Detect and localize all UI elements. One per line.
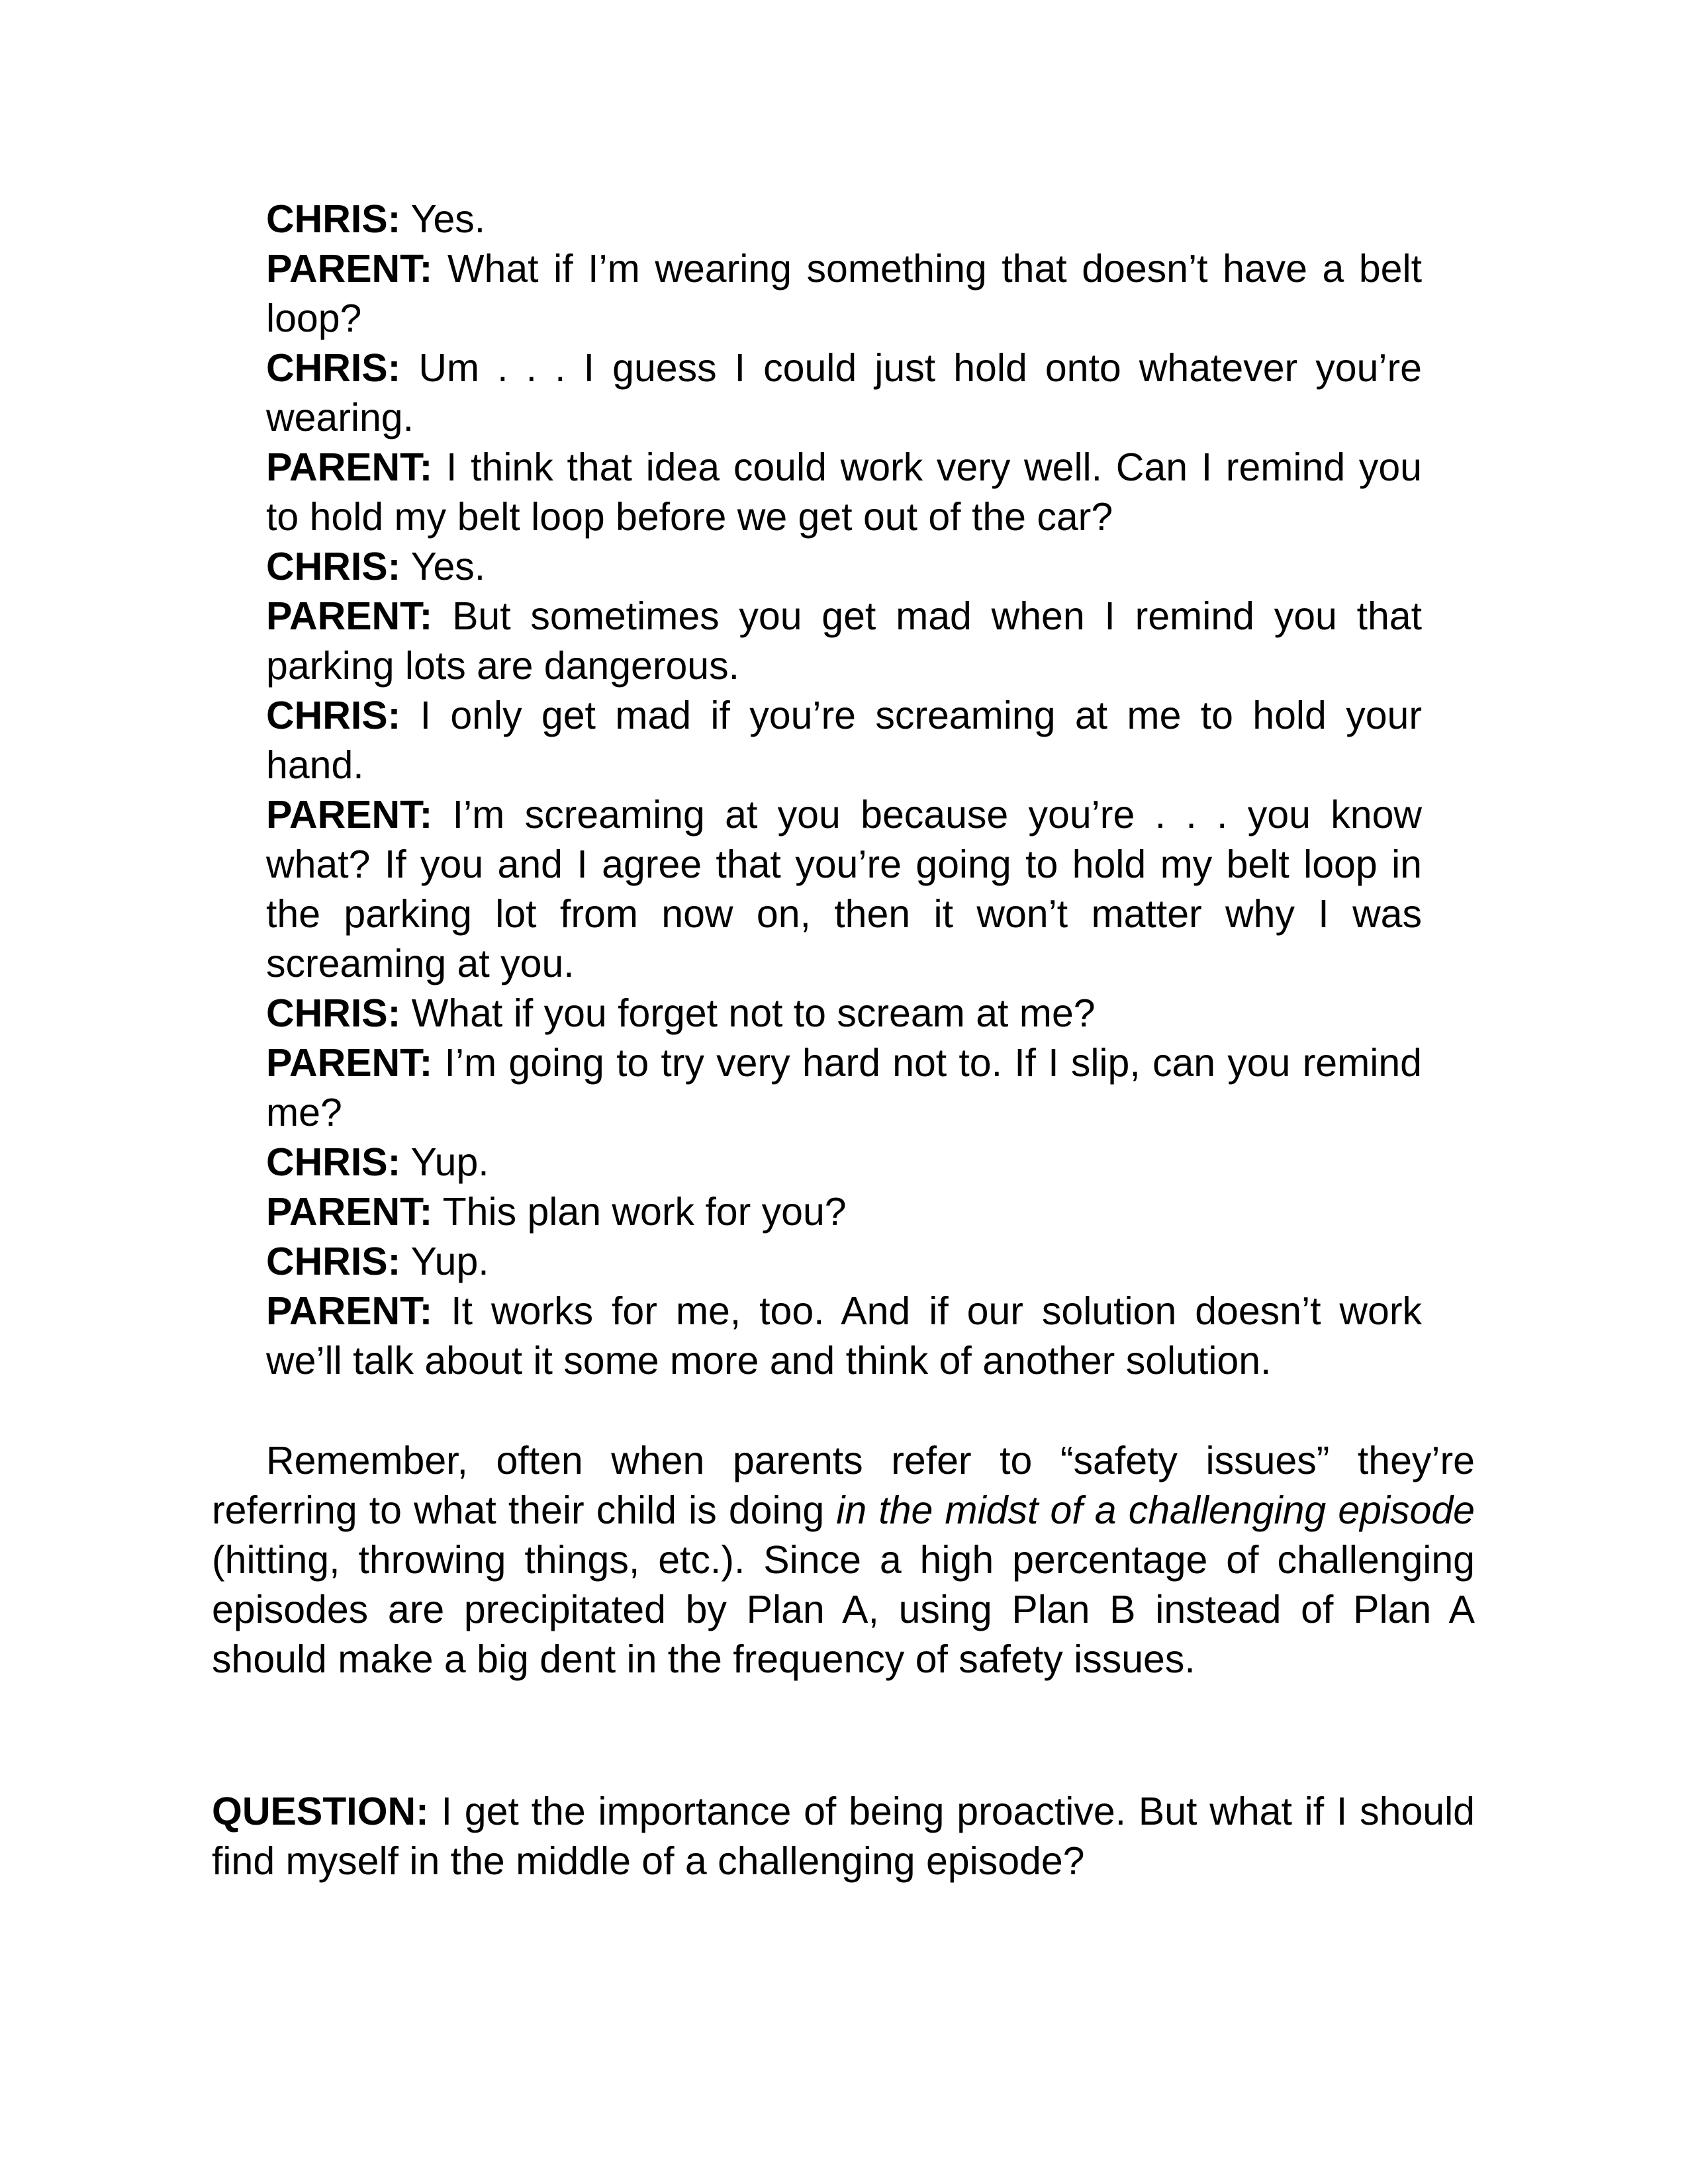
speaker-label: PARENT: [266, 1041, 433, 1085]
speaker-label: CHRIS: [266, 1240, 401, 1283]
dialogue-line [266, 691, 1422, 790]
remember-paragraph [212, 1436, 1475, 1684]
dialogue-text: What if you forget not to scream at me? [400, 991, 1096, 1035]
dialogue-line [266, 343, 1422, 443]
speaker-label: PARENT: [266, 594, 433, 638]
dialogue-text: What if I’m wearing something that doesn’t have a belt loop? [266, 247, 1422, 340]
dialogue-line [266, 1287, 1422, 1386]
speaker-label: CHRIS: [266, 1140, 401, 1184]
dialogue-text: Um . . . I guess I could just hold onto whatever you’re wearing. [266, 346, 1422, 439]
speaker-label: CHRIS: [266, 991, 401, 1035]
speaker-label: CHRIS: [266, 197, 401, 241]
question-paragraph [212, 1787, 1475, 1886]
dialogue-line [266, 592, 1422, 691]
dialogue-line [266, 443, 1422, 542]
dialogue-line [266, 1138, 1422, 1187]
question-label: QUESTION: [212, 1790, 429, 1833]
dialogue-block [266, 195, 1422, 1386]
dialogue-line [266, 195, 1422, 244]
dialogue-text: Yup. [400, 1240, 489, 1283]
speaker-label: CHRIS: [266, 545, 401, 588]
speaker-label: PARENT: [266, 793, 433, 837]
dialogue-line [266, 989, 1422, 1038]
remember-text-italic: in the midst of a challenging episode [836, 1488, 1475, 1532]
dialogue-text: But sometimes you get mad when I remind you that parking lots are dangerous. [266, 594, 1422, 688]
question-text: I get the importance of being proactive. But what if I should find myself in the middle of a challenging episode? [212, 1790, 1475, 1883]
speaker-label: PARENT: [266, 1289, 433, 1333]
remember-text-before: Remember, often when parents refer to “safety issues” they’re referring to what their child is doing [212, 1439, 1475, 1532]
speaker-label: CHRIS: [266, 346, 401, 390]
dialogue-text: Yes. [400, 545, 486, 588]
dialogue-line [266, 244, 1422, 343]
dialogue-text: I think that idea could work very well. Can I remind you to hold my belt loop before we get out of the car? [266, 445, 1422, 539]
speaker-label: CHRIS: [266, 694, 401, 737]
dialogue-line [266, 542, 1422, 592]
dialogue-text: I only get mad if you’re screaming at me to hold your hand. [266, 694, 1422, 787]
dialogue-line [266, 790, 1422, 989]
dialogue-line [266, 1237, 1422, 1287]
dialogue-line [266, 1038, 1422, 1138]
speaker-label: PARENT: [266, 1190, 433, 1234]
dialogue-line [266, 1187, 1422, 1237]
dialogue-text: This plan work for you? [432, 1190, 847, 1234]
dialogue-text: Yes. [400, 197, 486, 241]
remember-text-after: (hitting, throwing things, etc.). Since a high percentage of challenging episodes are precipitated by Plan A, using Plan B instead of Plan A should make a big dent in the frequency of safety issues. [212, 1538, 1475, 1681]
dialogue-text: Yup. [400, 1140, 489, 1184]
speaker-label: PARENT: [266, 247, 433, 291]
dialogue-text: It works for me, too. And if our solution doesn’t work we’ll talk about it some more and think of another solution. [266, 1289, 1422, 1383]
dialogue-text: I’m screaming at you because you’re . . . you know what? If you and I agree that you’re going to hold my belt loop in the parking lot from now on, then it won’t matter why I was screaming at you. [266, 793, 1422, 985]
dialogue-text: I’m going to try very hard not to. If I slip, can you remind me? [266, 1041, 1422, 1134]
speaker-label: PARENT: [266, 445, 433, 489]
